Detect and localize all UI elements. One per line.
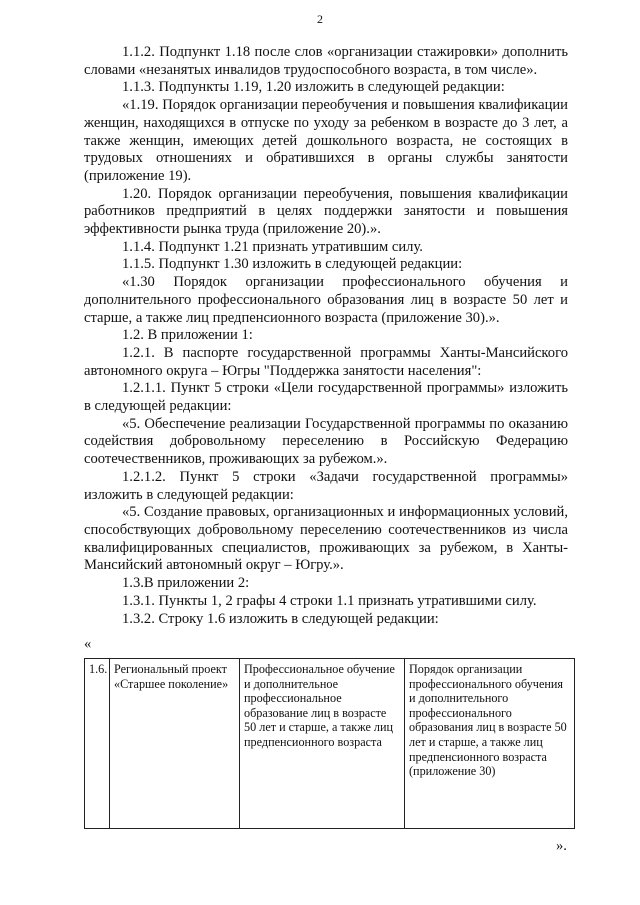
paragraph-1-2-1-1: 1.2.1.1. Пункт 5 строки «Цели государственной программы» изложить в следующей редакции:	[84, 380, 568, 415]
document-body	[84, 44, 568, 628]
paragraph-task-5: «5. Создание правовых, организационных и информационных условий, способствующих добровольному переселению соотечественников из числа квалифицированных специалистов, проживающих за рубежом, в Ханты-Мансийский автономный округ – Югру.».	[84, 504, 568, 574]
paragraph-1-30: «1.30 Порядок организации профессионального обучения и дополнительного профессионального образования лиц в возрасте 50 лет и старше, а также лиц предпенсионного возраста (приложение 30).».	[84, 274, 568, 326]
paragraph-1-2: 1.2. В приложении 1:	[122, 327, 253, 344]
paragraph-goal-5: «5. Обеспечение реализации Государственной программы по оказанию содействия добровольному переселению в Российскую Федерацию соотечественников, проживающих за рубежом.».	[84, 415, 568, 468]
procedure-cell: Порядок организации профессионального обучения и дополнительного профессионального образования лиц в возрасте 50 лет и старше, а также лиц предпенсионного возраста (приложение 30)	[405, 659, 575, 829]
paragraph-1-19: «1.19. Порядок организации переобучения и повышения квалификации женщин, находящихся в отпуске по уходу за ребенком в возрасте до 3 лет, а также женщин, имеющих детей дошкольного возраста, не состоящих в трудовых отношениях и обратившихся в органы службы занятости (приложение 19).	[84, 97, 568, 184]
paragraph-1-1-5: 1.1.5. Подпункт 1.30 изложить в следующей редакции:	[122, 256, 463, 273]
paragraph-1-3-2: 1.3.2. Строку 1.6 изложить в следующей редакции:	[122, 610, 439, 627]
paragraph-1-2-1-2: 1.2.1.2. Пункт 5 строки «Задачи государственной программы» изложить в следующей редакции:	[84, 468, 568, 503]
project-name-cell: Региональный проект «Старшее поколение»	[110, 659, 240, 829]
paragraph-1-1-4: 1.1.4. Подпункт 1.21 признать утратившим силу.	[122, 238, 423, 255]
paragraph-1-2-1: 1.2.1. В паспорте государственной программы Ханты-Мансийского автономного округа – Югры "Поддержка занятости населения":	[84, 344, 568, 379]
paragraph-1-1-2: 1.1.2. Подпункт 1.18 после слов «организации стажировки» дополнить словами «незанятых инвалидов трудоспособного возраста, в том числе».	[84, 44, 568, 78]
paragraph-1-3: 1.3.В приложении 2:	[122, 575, 250, 592]
page-number: 2	[317, 12, 323, 26]
paragraph-1-1-3: 1.1.3. Подпункты 1.19, 1.20 изложить в следующей редакции:	[122, 79, 505, 96]
opening-quote: «	[84, 636, 92, 652]
table-row	[85, 659, 575, 829]
paragraph-1-20: 1.20. Порядок организации переобучения, повышения квалификации работников предприятий в целях поддержки занятости и повышения эффективности рынка труда (приложение 20).».	[84, 185, 568, 238]
row-1-6-table	[84, 658, 575, 829]
row-number-cell: 1.6.	[85, 659, 110, 829]
paragraph-1-3-1: 1.3.1. Пункты 1, 2 графы 4 строки 1.1 признать утратившими силу.	[122, 592, 537, 609]
closing-quote: ».	[556, 838, 567, 854]
measure-name-cell: Профессиональное обучение и дополнительное профессиональное образование лиц в возрасте 50 лет и старше, а также лиц предпенсионного возраста	[240, 659, 405, 829]
